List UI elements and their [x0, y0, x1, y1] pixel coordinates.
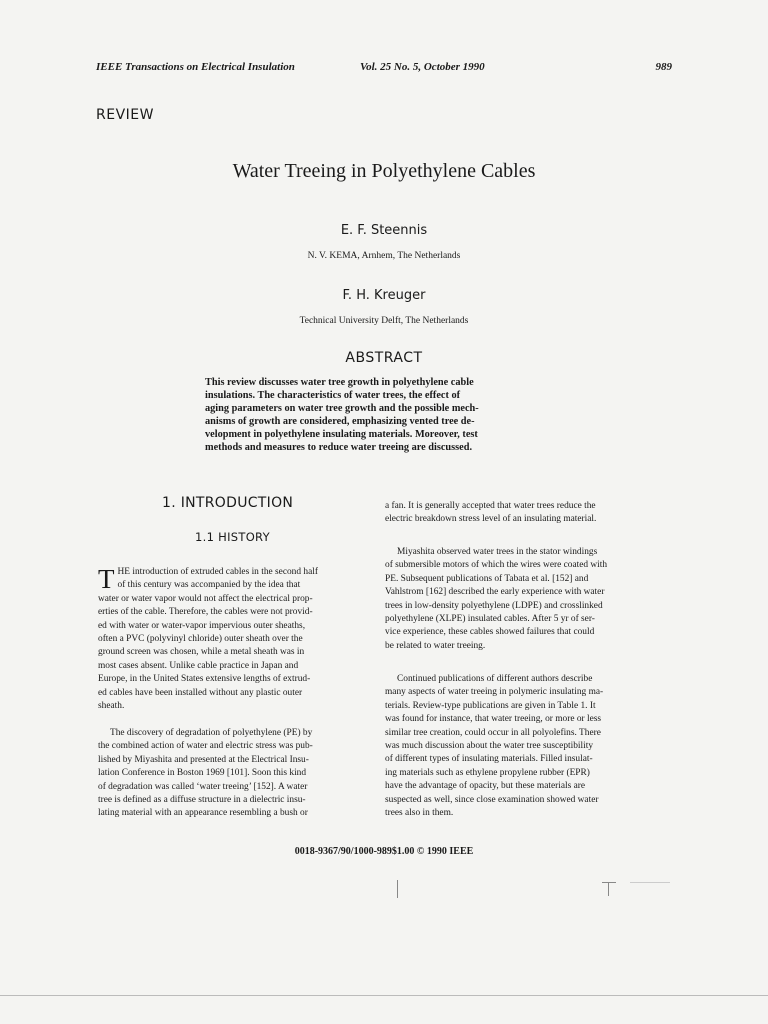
text-line: Europe, in the United States extensive lengths of extrud- — [98, 674, 311, 685]
author-2-name: F. H. Kreuger — [342, 288, 426, 303]
text-line: be related to water treeing. — [385, 640, 486, 651]
review-label: REVIEW — [96, 107, 154, 123]
text-line: of this century was accompanied by the idea that — [117, 580, 301, 591]
volume-info: Vol. 25 No. 5, October 1990 — [360, 61, 485, 73]
text-line: was found for instance, that water treeing, or more or less — [385, 714, 602, 725]
author-1-affiliation: N. V. KEMA, Arnhem, The Netherlands — [307, 251, 461, 261]
text-line: water or water vapor would not affect the electrical prop- — [98, 593, 313, 604]
abstract-body — [205, 376, 550, 454]
text-line: sheath. — [98, 701, 125, 712]
copyright-footer: 0018-9367/90/1000-989$1.00 © 1990 IEEE — [294, 846, 474, 857]
text-line: ground screen was chosen, while a metal sheath was in — [98, 647, 305, 658]
text-line: most cases absent. Unlike cable practice in Japan and — [98, 660, 299, 671]
abstract-line: aging parameters on water tree growth and the possible mech- — [205, 403, 479, 414]
text-line: electric breakdown stress level of an insulating material. — [385, 514, 597, 525]
text-line: polyethylene (XLPE) insulated cables. After 5 yr of ser- — [385, 614, 595, 625]
text-line: often a PVC (polyvinyl chloride) outer sheath over the — [98, 634, 303, 645]
text-line: suspected as well, since close examination showed water — [385, 794, 599, 805]
subsection-heading: 1.1 HISTORY — [195, 530, 270, 544]
journal-name: IEEE Transactions on Electrical Insulation — [96, 61, 295, 73]
text-line: a fan. It is generally accepted that water trees reduce the — [385, 501, 596, 511]
text-line: have the advantage of opacity, but these materials are — [385, 781, 586, 792]
abstract-line: methods and measures to reduce water treeing are discussed. — [205, 442, 473, 453]
abstract-line: insulations. The characteristics of water trees, the effect of — [205, 390, 461, 401]
text-line: terials. Review-type publications are given in Table 1. It — [385, 700, 596, 711]
text-line: tree is defined as a diffuse structure in a dielectric insu- — [98, 795, 306, 806]
author-1-name: E. F. Steennis — [340, 223, 428, 238]
scan-mark — [602, 882, 616, 883]
text-line: lished by Miyashita and presented at the Electrical Insu- — [98, 754, 309, 765]
right-column-para-2 — [385, 673, 659, 820]
text-line: Vahlstrom [162] described the early experience with water — [385, 587, 605, 598]
text-line: was much discussion about the water tree susceptibility — [385, 741, 594, 752]
text-line: ing materials such as ethylene propylene rubber (EPR) — [385, 767, 590, 778]
section-heading: 1. INTRODUCTION — [162, 495, 294, 511]
text-line: ed cables have been installed without any plastic outer — [98, 687, 303, 698]
text-line: ed with water or water-vapor impervious outer sheaths, — [98, 620, 306, 631]
text-line: of different types of insulating materials. Filled insulat- — [385, 754, 593, 765]
text-line: lating material with an appearance resembling a bush or — [98, 808, 308, 819]
text-line: PE. Subsequent publications of Tabata et al. [152] and — [385, 573, 589, 584]
text-line: Miyashita observed water trees in the stator windings — [397, 547, 598, 557]
text-line: the combined action of water and electric stress was pub- — [98, 741, 313, 752]
right-column-para-0 — [385, 500, 659, 527]
left-column-para-2 — [98, 727, 372, 821]
text-line: trees also in them. — [385, 808, 454, 819]
text-line: introduction of extruded cables in the second half — [130, 567, 318, 577]
smallcaps-word: HE — [117, 567, 130, 577]
text-line: erties of the cable. Therefore, the cables were not provid- — [98, 607, 313, 618]
text-line: The discovery of degradation of polyethylene (PE) by — [110, 728, 313, 738]
text-line: Continued publications of different authors describe — [397, 674, 593, 684]
text-line: of degradation was called ‘water treeing’ [152]. A water — [98, 781, 308, 792]
text-line: similar tree creation, could occur in all polyolefins. There — [385, 727, 601, 738]
text-line: trees in low-density polyethylene (LDPE) and crosslinked — [385, 600, 603, 611]
page-edge-rule — [0, 995, 768, 996]
scan-mark — [630, 882, 670, 883]
text-line: of submersible motors of which the wires were coated with — [385, 560, 608, 571]
left-column-para-1 — [98, 566, 372, 713]
text-line: lation Conference in Boston 1969 [101]. Soon this kind — [98, 768, 307, 779]
scan-mark — [397, 880, 398, 898]
text-line: vice experience, these cables showed failures that could — [385, 627, 595, 638]
abstract-line: velopment in polyethylene insulating materials. Moreover, test — [205, 429, 478, 440]
abstract-heading: ABSTRACT — [345, 350, 423, 366]
paper-title: Water Treeing in Polyethylene Cables — [232, 160, 536, 182]
drop-cap: T — [98, 564, 115, 594]
text-line: many aspects of water treeing in polymeric insulating ma- — [385, 687, 604, 698]
right-column-para-1 — [385, 546, 659, 653]
abstract-line: anisms of growth are considered, emphasizing vented tree de- — [205, 416, 475, 427]
scan-mark — [608, 882, 609, 896]
page-number: 989 — [655, 61, 672, 73]
author-2-affiliation: Technical University Delft, The Netherlands — [299, 316, 469, 326]
abstract-line: This review discusses water tree growth in polyethylene cable — [205, 377, 474, 388]
